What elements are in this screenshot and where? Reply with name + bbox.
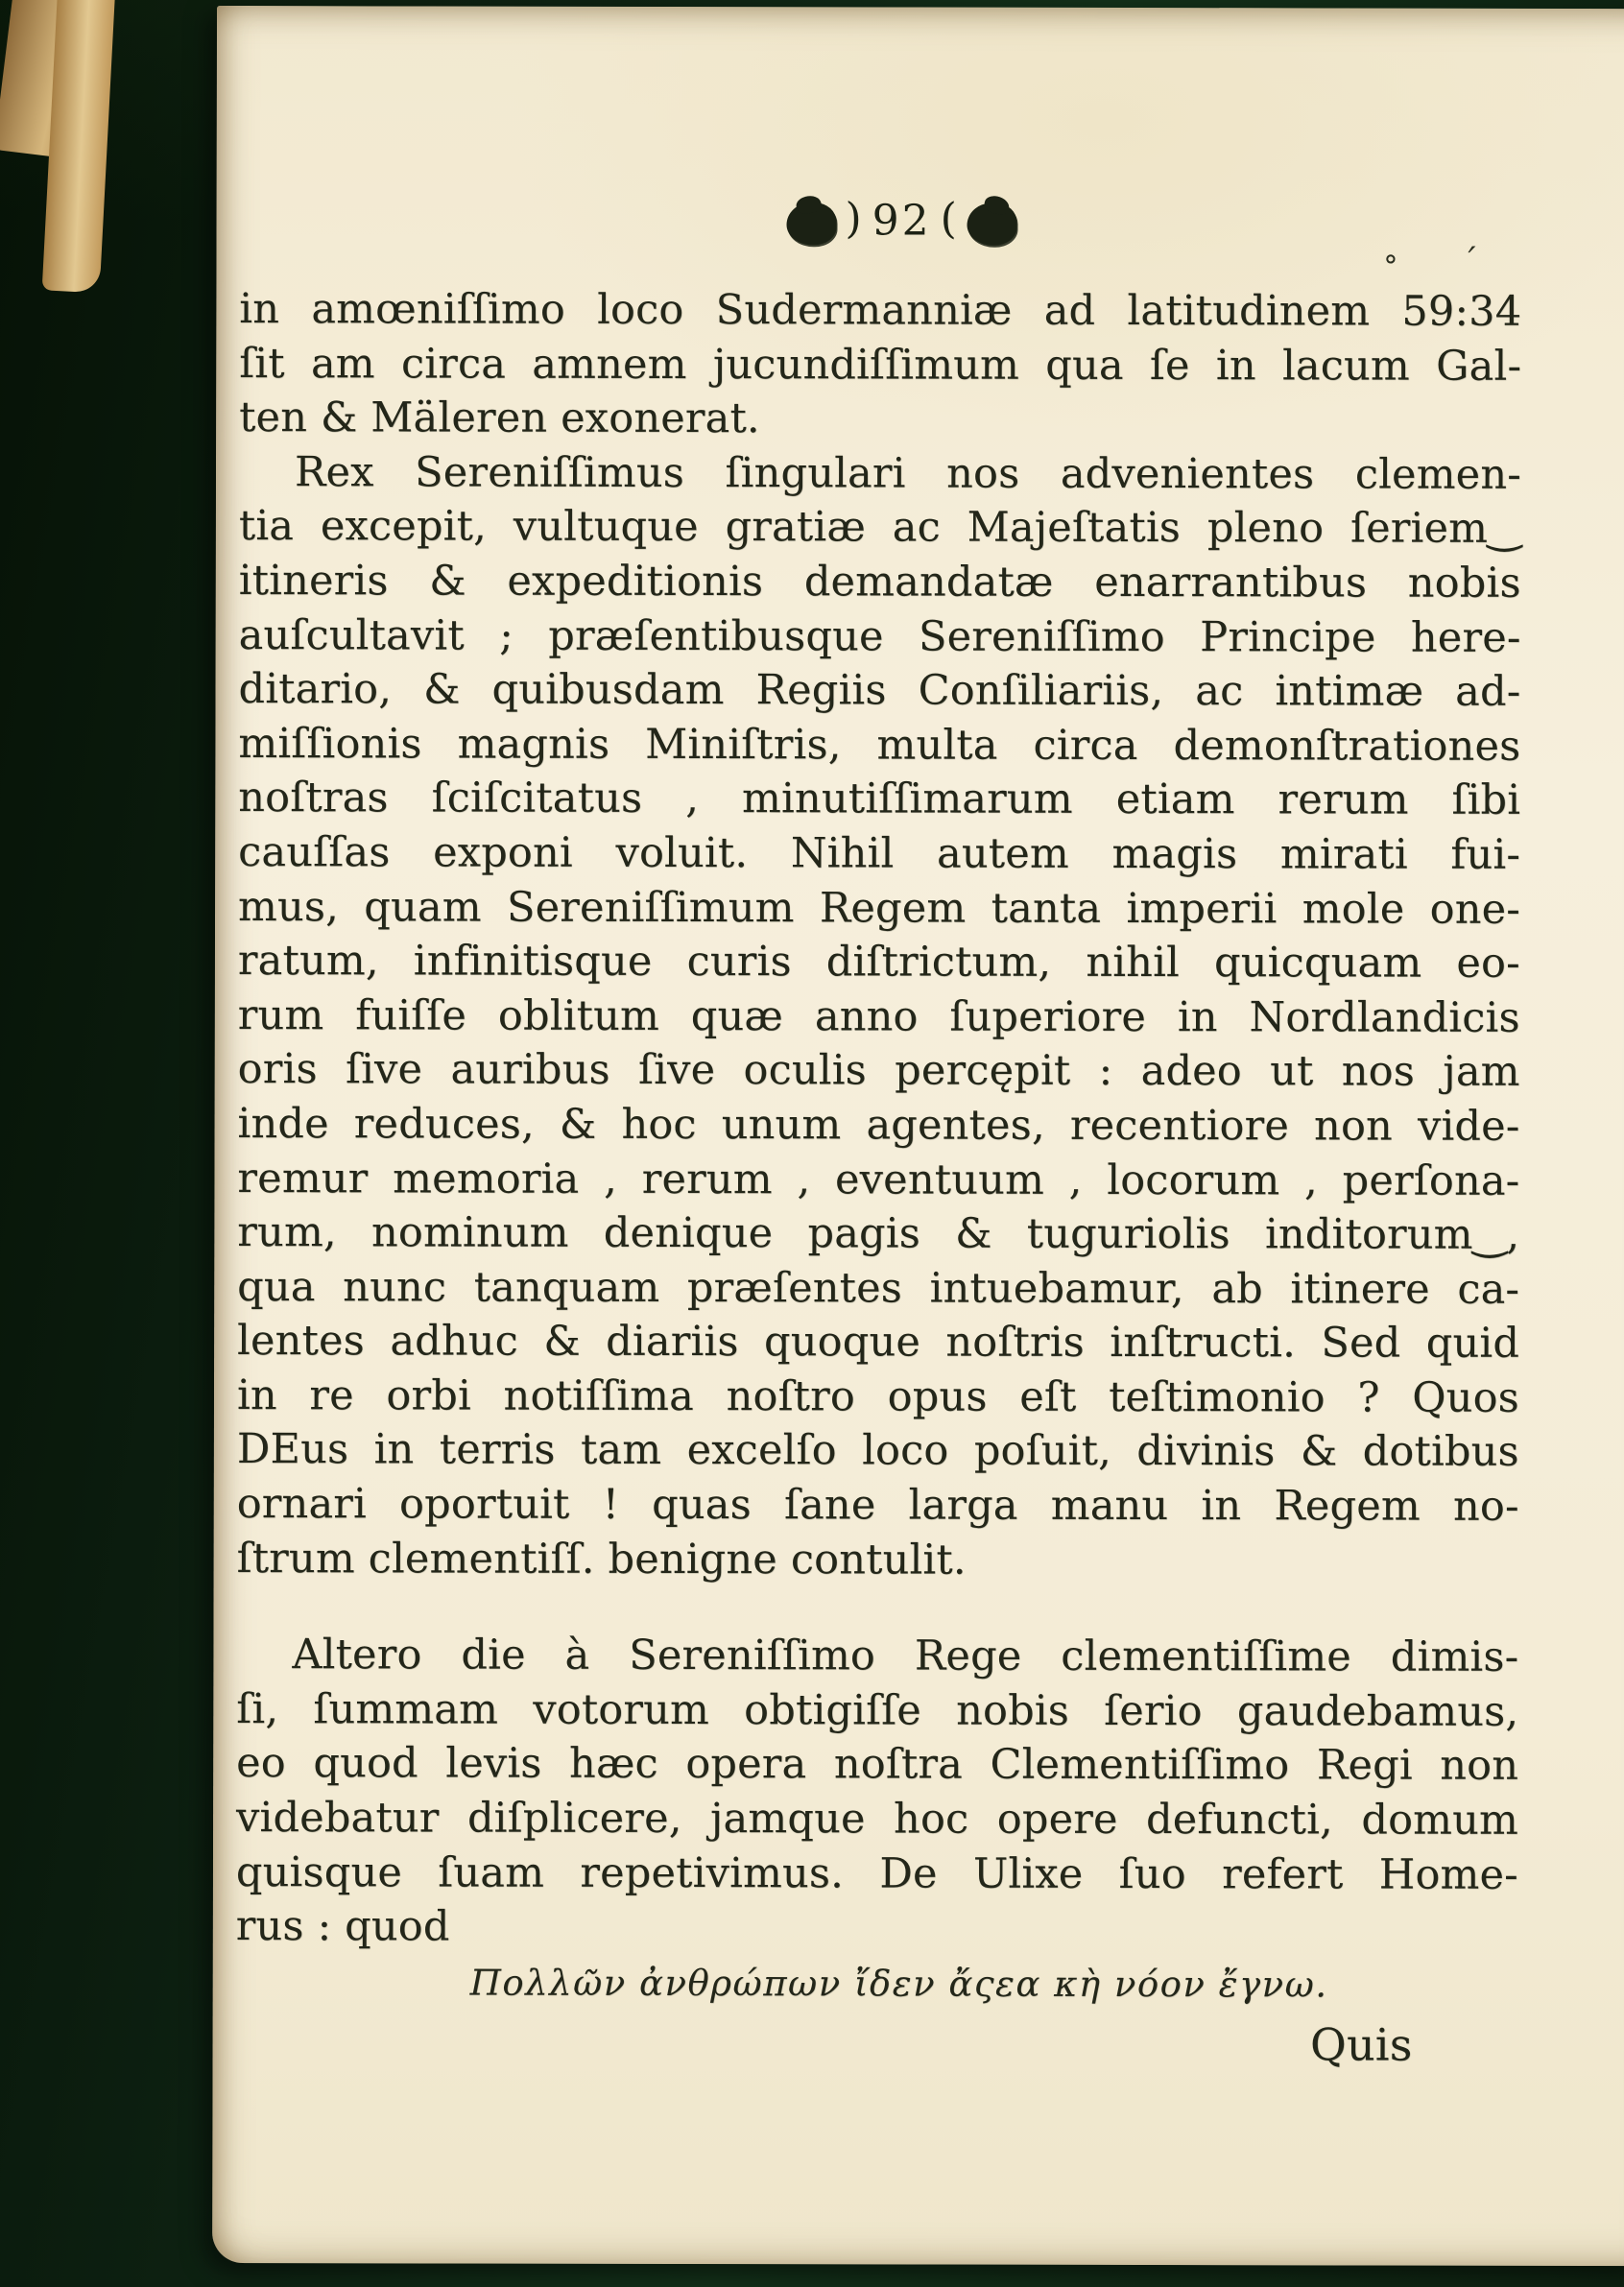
text-line: rum, nominum denique pagis & tuguriolis inditorum‿,	[237, 1208, 1520, 1259]
text-line: miſſionis magnis Miniſtris, multa circa demonſtrationes	[238, 719, 1521, 771]
text-line: auſcultavit ; præſentibusque Sereniſſimo Principe here-	[238, 610, 1521, 662]
text-line: rus : quod	[235, 1902, 450, 1951]
text-line: inde reduces, & hoc unum agentes, recentiore non vide-	[237, 1099, 1520, 1151]
running-head	[786, 194, 1016, 249]
text-line: itineris & expeditionis demandatæ enarrantibus nobis	[238, 557, 1521, 607]
latitude-minute-mark: ′	[1468, 240, 1476, 280]
header-open-paren: )	[845, 194, 864, 244]
text-block	[235, 282, 1521, 2073]
text-line: ſit am circa amnem jucundiſſimum qua ſe in lacum Gal-	[239, 339, 1522, 391]
paragraph-1	[239, 282, 1521, 448]
text-line: ſtrum clementiſſ. benigne contulit.	[236, 1534, 967, 1584]
text-line: ten & Mäleren exonerat.	[239, 393, 760, 443]
text-line: quisque ſuam repetivimus. De Ulixe ſuo refert Home-	[235, 1847, 1518, 1899]
paragraph-3	[236, 1628, 1519, 1956]
text-line: tia excepit, vultuque gratiæ ac Majeſtatis pleno ſeriem‿	[238, 502, 1521, 554]
text-line: in amœniſſimo loco Sudermanniæ ad latitudinem 59:34	[239, 285, 1522, 336]
text-line: DEus in terris tam excelſo loco poſuit, divinis & dotibus	[236, 1425, 1519, 1477]
text-line: in re orbi notiſſima noſtro opus eſt teſtimonio ? Quos	[236, 1370, 1520, 1422]
text-line: remur memoria , rerum , eventuum , locorum , perſona-	[237, 1154, 1520, 1205]
text-line: mus, quam Sereniſſimum Regem tanta imperii mole one-	[237, 882, 1521, 934]
header-close-paren: (	[940, 194, 959, 244]
text-line: ſi, ſummam votorum obtigiſſe nobis ſerio gaudebamus,	[236, 1684, 1519, 1736]
page-content	[212, 6, 1624, 2266]
text-line: oris ſive auribus ſive oculis percępit : adeo ut nos jam	[237, 1045, 1520, 1097]
text-line: Rex Sereniſſimus ſingulari nos advenientes clemen-	[294, 447, 1522, 499]
fleuron-ornament-right-icon	[967, 202, 1017, 245]
text-line: ratum, infinitisque curis diſtrictum, nihil quicquam eo-	[237, 937, 1520, 988]
page-number: 92	[872, 196, 932, 246]
paragraph-2	[237, 445, 1521, 1588]
text-line: ditario, & quibusdam Regiis Conſiliariis, ac intimæ ad-	[238, 665, 1521, 717]
fleuron-ornament-left-icon	[786, 202, 836, 245]
text-line: qua nunc tanquam præſentes intuebamur, ab itinere ca-	[237, 1262, 1520, 1314]
latitude-degree-mark: °	[1383, 250, 1398, 284]
text-line: ornari oportuit ! quas ſane larga manu in Regem no-	[236, 1480, 1519, 1531]
text-line: lentes adhuc & diariis quoque noſtris inſtructi. Sed quid	[237, 1317, 1520, 1369]
text-line: noſtras ſciſcitatus , minutiſſimarum etiam rerum ſibi	[238, 774, 1521, 825]
text-line: cauſſas exponi voluit. Nihil autem magis mirati fui-	[238, 827, 1521, 879]
greek-quotation: Πολλῶν ἀνθρώπων ἴδεν ἄςεα κὴ νόον ἔγνω.	[469, 1962, 1328, 2006]
catchword: Quis	[1310, 2018, 1413, 2072]
text-line: rum fuiſſe oblitum quæ anno ſuperiore in Nordlandicis	[237, 990, 1520, 1042]
text-line: Altero die à Sereniſſimo Rege clementiſſime dimis-	[292, 1631, 1519, 1682]
text-line: videbatur diſplicere, jamque hoc opere defuncti, domum	[235, 1794, 1519, 1845]
book-page	[212, 6, 1624, 2266]
text-line: eo quod levis hæc opera noſtra Clementiſſimo Regi non	[236, 1739, 1519, 1791]
